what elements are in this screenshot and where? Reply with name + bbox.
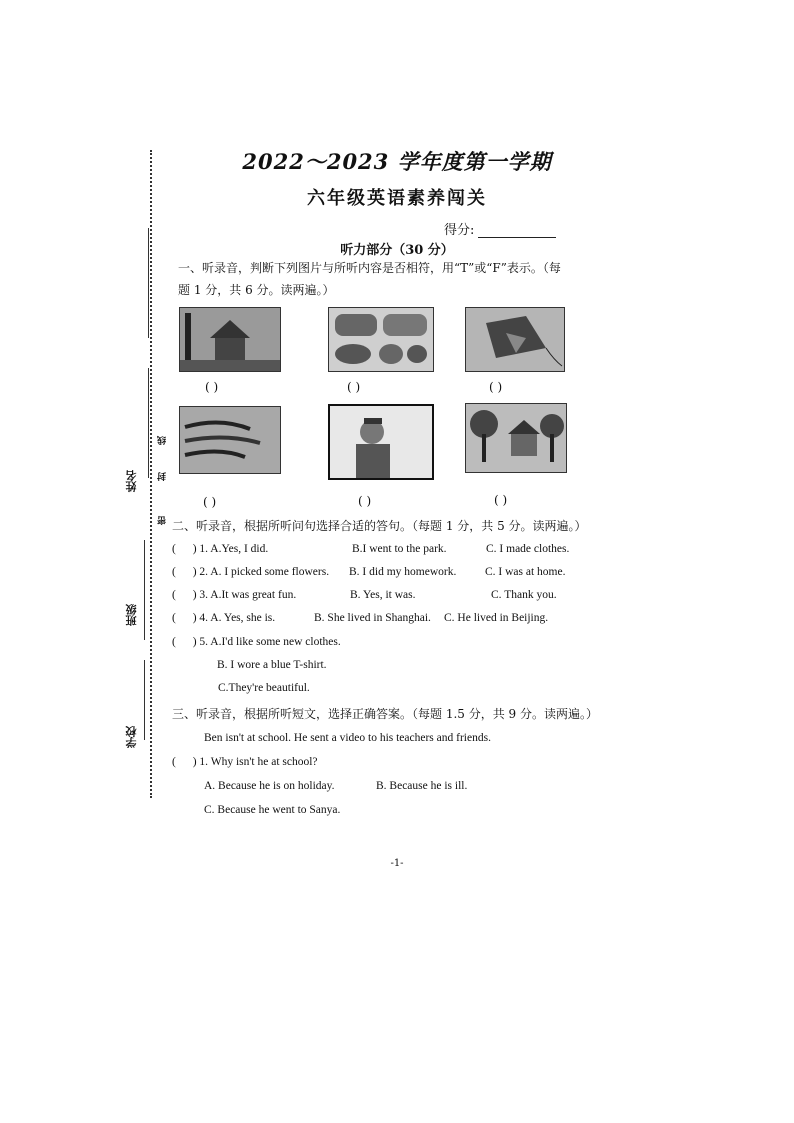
- option-a: ) 1. A.Yes, I did.: [192, 543, 269, 555]
- part1-instruction-line1: 一、听录音，判断下列图片与所听内容是否相符，用“T”或“F”表示。（每: [178, 261, 561, 275]
- picture-6-trees: [465, 403, 567, 473]
- option-c: C.They're beautiful.: [218, 682, 310, 694]
- part1-instruction-line2: 题 1 分，共 6 分。读两遍。）: [178, 283, 335, 297]
- option-b: B. I did my homework.: [349, 566, 457, 578]
- part3-question-1: [172, 756, 318, 768]
- part2-item-2: [172, 566, 329, 578]
- option-c: C. I made clothes.: [486, 543, 570, 555]
- name-label: 姓名: [125, 470, 138, 492]
- school-label: 学校: [125, 726, 138, 748]
- option-b: B.I went to the park.: [352, 543, 447, 555]
- picture-4-wind: [179, 406, 281, 474]
- picture-3-kite: [465, 307, 565, 372]
- part2-item-3: [172, 589, 296, 601]
- option-b: B. I wore a blue T-shirt.: [217, 659, 327, 671]
- binding-line: [144, 660, 145, 740]
- part2-item-5: [172, 636, 341, 648]
- answer-paren[interactable]: (: [172, 566, 176, 578]
- option-c: C. He lived in Beijing.: [444, 612, 549, 624]
- option-c: C. Thank you.: [491, 589, 557, 601]
- answer-paren[interactable]: (: [172, 589, 176, 601]
- picture-5-man: [328, 404, 434, 480]
- seal-mark-line: 线: [158, 436, 168, 445]
- answer-paren-1[interactable]: ( ): [205, 380, 219, 394]
- binding-line: [148, 368, 149, 478]
- answer-paren-6[interactable]: ( ): [494, 493, 508, 507]
- part3-passage: Ben isn't at school. He sent a video to his teachers and friends.: [204, 732, 491, 744]
- part2-item-4: [172, 612, 275, 624]
- answer-paren[interactable]: (: [172, 612, 176, 624]
- part1-instruction: [178, 257, 598, 301]
- exam-subtitle: 六年级英语素养闯关: [307, 188, 487, 209]
- score-field[interactable]: [444, 219, 556, 238]
- picture-2-food: [328, 307, 434, 372]
- option-b: B. She lived in Shanghai.: [314, 612, 431, 624]
- answer-paren-3[interactable]: ( ): [489, 380, 503, 394]
- answer-paren-4[interactable]: ( ): [203, 495, 217, 509]
- answer-paren-5[interactable]: ( ): [358, 494, 372, 508]
- part3-instruction: 三、听录音，根据所听短文，选择正确答案。（每题 1.5 分，共 9 分。读两遍。）: [172, 707, 598, 721]
- seal-mark-seal: 封: [158, 472, 168, 481]
- answer-paren-2[interactable]: ( ): [347, 380, 361, 394]
- page-number: -1-: [390, 858, 404, 869]
- binding-line: [144, 540, 145, 640]
- picture-1-temple: [179, 307, 281, 372]
- option-a: ) 3. A.It was great fun.: [192, 589, 297, 601]
- seal-mark-secret: 密: [158, 516, 168, 525]
- exam-title: 2022～2023 学年度第一学期: [242, 149, 552, 174]
- score-blank[interactable]: [478, 225, 556, 238]
- listening-heading: 听力部分（30 分）: [340, 243, 454, 258]
- part2-item-1: [172, 543, 268, 555]
- option-c: C. Because he went to Sanya.: [204, 804, 341, 816]
- option-b: B. Yes, it was.: [350, 589, 416, 601]
- option-a: ) 5. A.I'd like some new clothes.: [192, 636, 341, 648]
- score-label: 得分:: [444, 223, 475, 238]
- option-a: ) 2. A. I picked some flowers.: [192, 566, 330, 578]
- part2-instruction: 二、听录音，根据所听问句选择合适的答句。（每题 1 分，共 5 分。读两遍。）: [172, 519, 587, 533]
- option-a: A. Because he is on holiday.: [204, 780, 335, 792]
- option-b: B. Because he is ill.: [376, 780, 468, 792]
- class-label: 班级: [125, 604, 138, 626]
- option-a: ) 4. A. Yes, she is.: [192, 612, 276, 624]
- answer-paren[interactable]: (: [172, 543, 176, 555]
- answer-paren[interactable]: (: [172, 756, 176, 768]
- answer-paren[interactable]: (: [172, 636, 176, 648]
- question-text: ) 1. Why isn't he at school?: [192, 756, 318, 768]
- option-c: C. I was at home.: [485, 566, 566, 578]
